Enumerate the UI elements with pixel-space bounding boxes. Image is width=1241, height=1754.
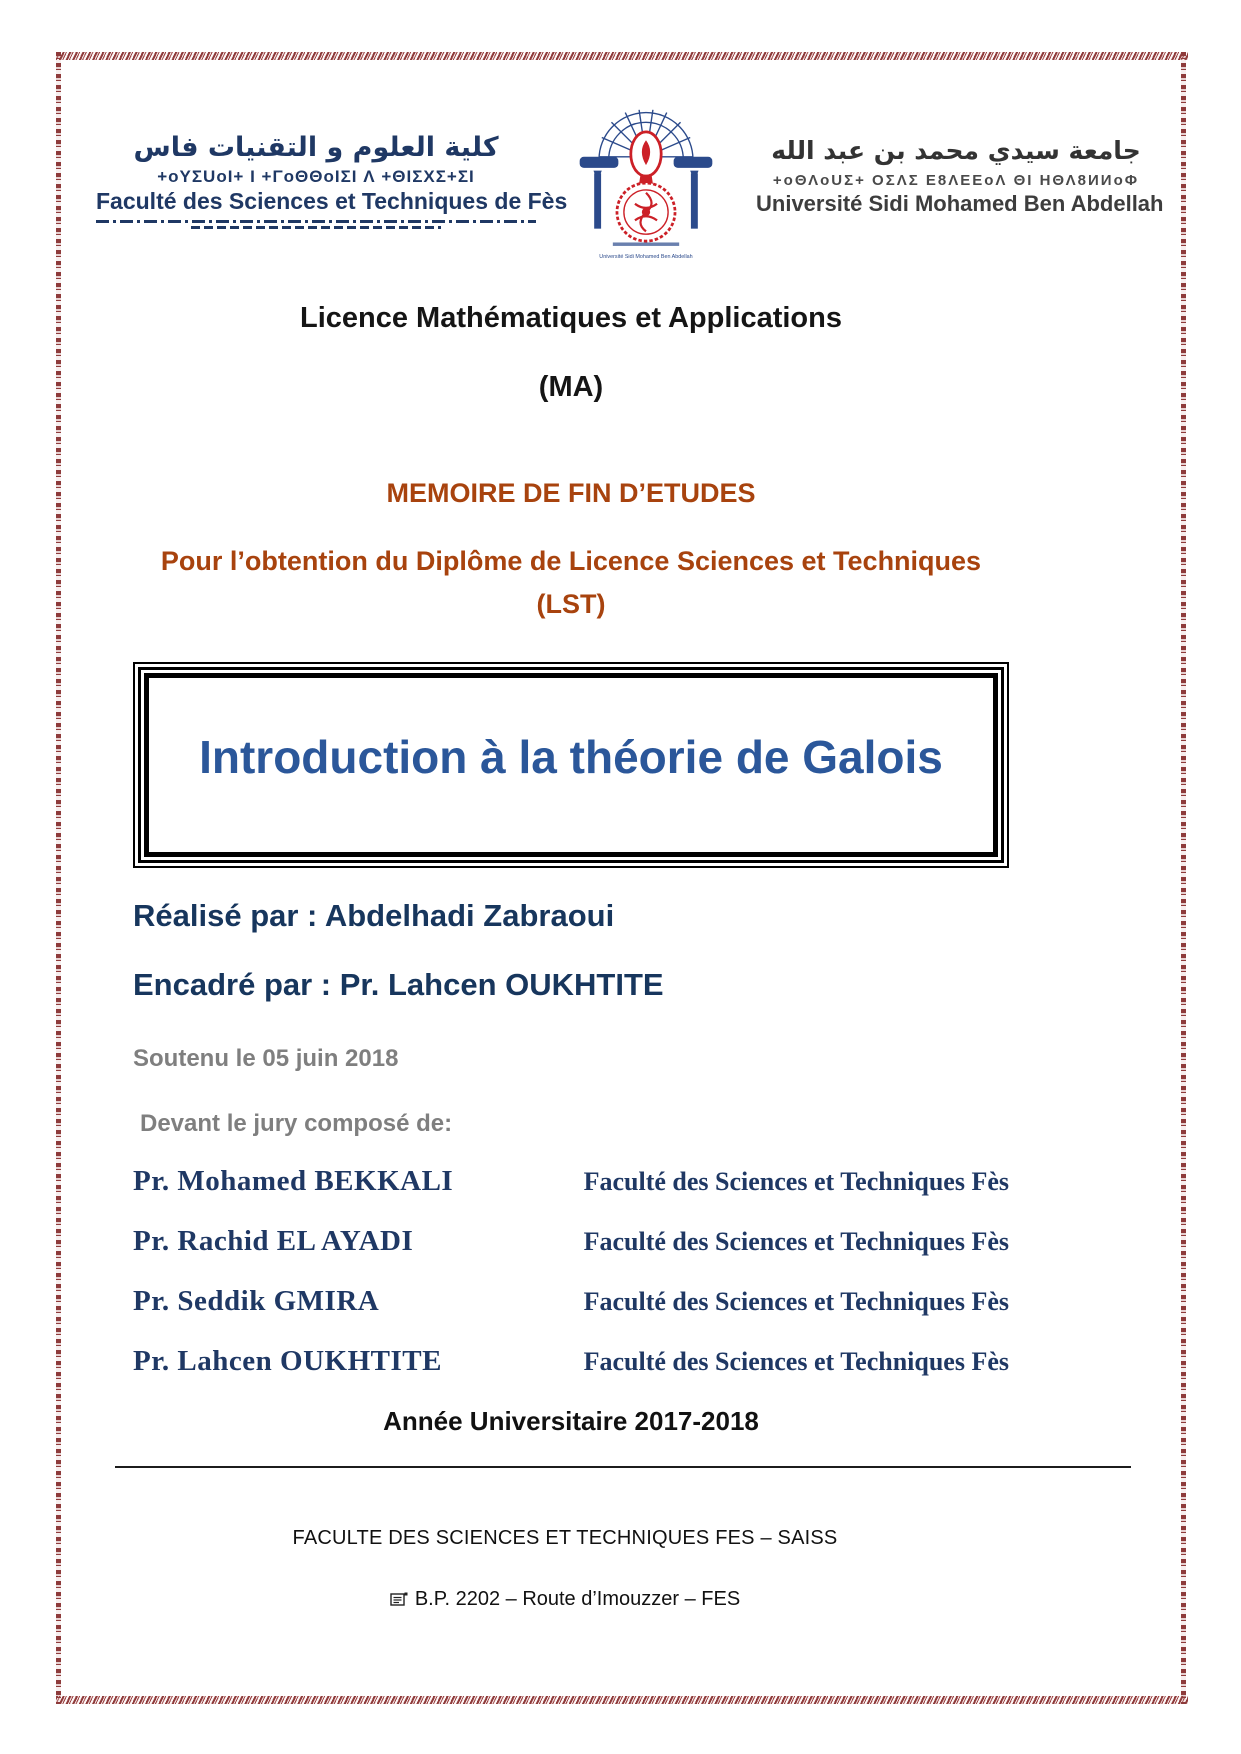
diploma-purpose: Pour l’obtention du Diplôme de Licence Sciences et Techniques bbox=[160, 546, 982, 576]
header bbox=[96, 96, 1164, 260]
jury-member-affiliation: Faculté des Sciences et Techniques Fès bbox=[583, 1287, 1009, 1316]
memoire-heading: MEMOIRE DE FIN D’ETUDES bbox=[386, 478, 756, 508]
main-content bbox=[133, 286, 1009, 1437]
author-line: Réalisé par : Abdelhadi Zabraoui bbox=[133, 898, 615, 933]
jury-member-affiliation: Faculté des Sciences et Techniques Fès bbox=[583, 1167, 1009, 1196]
university-name-french: Université Sidi Mohamed Ben Abdellah bbox=[756, 190, 1164, 216]
footer-address-text: B.P. 2202 – Route d’Imouzzer – FES bbox=[414, 1588, 741, 1610]
footer-address bbox=[0, 1588, 1130, 1613]
university-name-arabic: جامعة سيدي محمد بن عبد الله bbox=[771, 136, 1141, 165]
university-logo bbox=[560, 96, 732, 260]
page-border-right bbox=[1181, 52, 1186, 1704]
university-name-tifinagh: +oΘΛoUΣ+ OΣΛΣ Ε8ΛΕΕoΛ ΘΙ ΗΘΛ8ИИoΦ bbox=[772, 171, 1140, 189]
diploma-abbr: (LST) bbox=[536, 589, 606, 619]
thesis-title: Introduction à la théorie de Galois bbox=[199, 731, 943, 783]
faculty-block bbox=[96, 96, 568, 229]
program-title: Licence Mathématiques et Applications bbox=[300, 302, 842, 334]
jury-row bbox=[133, 1165, 1009, 1198]
logo-caption: Université Sidi Mohamed Ben Abdellah bbox=[599, 254, 693, 260]
page-border-top bbox=[56, 52, 1188, 60]
faculty-name-arabic: كلية العلوم و التقنيات فاس bbox=[133, 132, 499, 163]
faculty-underline-dashes bbox=[191, 226, 442, 229]
page-border-bottom bbox=[56, 1696, 1188, 1704]
university-block bbox=[756, 96, 1164, 217]
jury-member-name: Pr. Seddik GMIRA bbox=[133, 1285, 380, 1317]
university-emblem-icon bbox=[562, 96, 730, 248]
page-border-left bbox=[56, 52, 61, 1704]
faculty-name-french: Faculté des Sciences et Techniques de Fès bbox=[96, 188, 568, 215]
jury-member-affiliation: Faculté des Sciences et Techniques Fès bbox=[583, 1227, 1009, 1256]
program-abbr: (MA) bbox=[538, 371, 604, 403]
jury-row bbox=[133, 1345, 1009, 1378]
jury-member-affiliation: Faculté des Sciences et Techniques Fès bbox=[583, 1347, 1009, 1376]
academic-year: Année Universitaire 2017-2018 bbox=[383, 1406, 759, 1436]
faculty-underline-dashdot bbox=[96, 220, 536, 223]
mailbox-icon bbox=[390, 1590, 409, 1613]
footer-divider bbox=[115, 1466, 1131, 1468]
jury-member-name: Pr. Mohamed BEKKALI bbox=[133, 1165, 454, 1197]
jury-member-name: Pr. Lahcen OUKHTITE bbox=[133, 1345, 442, 1377]
footer-faculty: FACULTE DES SCIENCES ET TECHNIQUES FES – SAISS bbox=[292, 1527, 838, 1549]
supervisor-line: Encadré par : Pr. Lahcen OUKHTITE bbox=[133, 967, 664, 1002]
jury-list bbox=[133, 1165, 1009, 1378]
defense-date: Soutenu le 05 juin 2018 bbox=[133, 1045, 399, 1072]
faculty-name-tifinagh: +oYΣUoI+ I +ΓoΘΘoIΣI Λ +ΘIΣXΣ+ΣI bbox=[157, 167, 475, 187]
title-box bbox=[133, 662, 1009, 868]
jury-member-name: Pr. Rachid EL AYADI bbox=[133, 1225, 414, 1257]
jury-row bbox=[133, 1225, 1009, 1258]
jury-intro: Devant le jury composé de: bbox=[140, 1110, 453, 1137]
jury-row bbox=[133, 1285, 1009, 1318]
